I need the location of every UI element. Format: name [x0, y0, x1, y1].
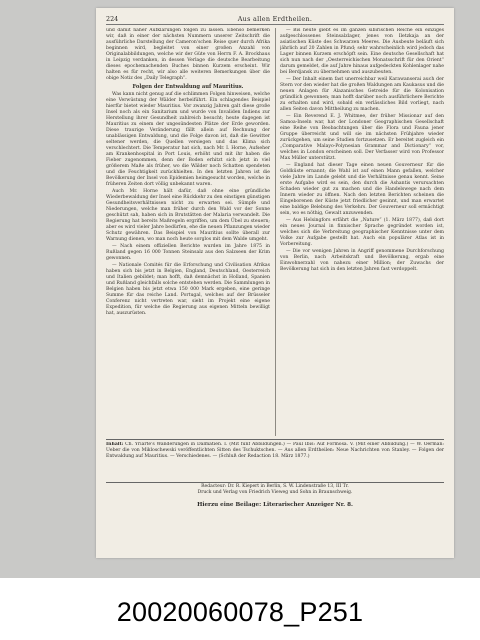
magazine-page — [96, 8, 454, 558]
table-of-contents — [106, 442, 444, 478]
contents-text: Ch. Yriarte's Wanderungen in Dalmatien. I. (Mit fünf Abbildungen.) — Paul Ibis: Auf Formosa. V. (Mit einer Abbildung.) — W. Oerman: Ueber die von Mikloschewski veröffentlichten Sitten des Tschuktschen. — Aus allen Erdtheilen: Neue Nachrichten von Stanley. — Folgen der Entwaldung auf Mauritius. — Verschiedenes. — (Schluß der Redaction 18. März 1877.) — [106, 442, 444, 460]
left-column — [106, 28, 270, 436]
right-paragraph-3: — Ein Reverend E. J. Whitmee, der früher Missionar auf den Samoa-Inseln war, hat der Londoner Geographischen Gesellschaft eine Reihe von Beobachtungen über die Flora und Fauna jener Gruppe überreicht und will sie im nächsten Frühjahre wieder zurückgehen, um seine Studien fortzusetzen. Er bereitet zugleich ein „Comparative Malayo-Polynesian Grammar and Dictionary“ vor, welches in London erscheinen soll. Der Verfasser wird von Professor Max Müller unterstützt. — [280, 113, 444, 162]
right-paragraph-1: — Bis heute giebt es im ganzen sibirischen Reiche ein einziges aufgeschlossenes Steinsalzlager, jenes von Iletzkaja an der asiatischen Küste des Schwarzen Meeres. Die Ausbeute beläuft sich jährlich auf 20 Zahlen in Pfund; sehr wahrscheinlich wird jedoch das Lager binnen Kurzem erschöpft sein. Eine deutsche Gesellschaft hat sich nun nach der „Oesterreichischen Monatsschrift für den Orient“ darum gemeldet, die auf Jahre hinaus aufgedeckten Kohlenlager nahe bei Berdjansk zu übernehmen und auszubeuten. — [280, 28, 444, 76]
image-id-caption: 20020060078_P251 — [116, 597, 364, 627]
column-divider — [275, 28, 276, 436]
left-paragraph-3: Auch Mr. Horne hält dafür, daß ohne eine gründliche Wiederbewaldung der Insel eine Rückkehr zu den einstigen günstigen Gesundheitsverhältnissen nicht zu erwarten sei. Sümpfe und Niederungen, welche man früher durch den Wald vor der Sonne geschützt sah, haben sich in Brutstätten der Malaria verwandelt. Die Regierung hat bereits Maßregeln ergriffen, um dem Übel zu steuern; aber es wird vieler Jahre bedürfen, ehe die neuen Pflanzungen wieder Schutz gewähren. Das Beispiel von Mauritius sollte überall zur Warnung dienen, wo man noch heute sorglos mit dem Walde umgeht. — [106, 188, 270, 243]
footer-rule — [106, 439, 444, 440]
left-paragraph-2: Was kann nicht genug auf die schlimmen Folgen hinweisen, welche eine Verwüstung der Wälder herbeiführt. Ein schlagendes Beispiel hierfür bietet wieder Mauritius. Vor zwanzig Jahren galt diese große Insel noch als ein Sanitarium und wurde von Invaliden Indiens zur Herstellung ihrer Gesundheit zahlreich besucht; heute dagegen ist Mauritius zu einem der ungesündesten Plätze der Erde geworden. Diese traurige Veränderung fällt allein auf Rechnung der unablässigen Entwaldung, und die Folge davon ist, daß die Gewitter seltener werden, die Quellen versiegen und das Klima sich verschlechtert. Die Temperatur hat sich, nach Mr. I. Horne, Aufseher am Krankenhospital in Port Louis, erhöht und mit ihr haben die Fieber zugenommen, denn der Boden erhitzt sich jetzt in viel größerem Maße als früher, wo die Wälder noch Schatten spendeten und die Feuchtigkeit zurückhielten. In den letzten Jahren ist die Bevölkerung der Insel von Epidemien heimgesucht worden, welche in früheren Zeiten dort völlig unbekannt waren. — [106, 91, 270, 188]
colophon — [106, 482, 444, 498]
contents-label: Inhalt: — [106, 442, 124, 447]
page-header — [106, 14, 444, 25]
section-heading: Folgen der Entwaldung auf Mauritius. — [132, 83, 244, 90]
right-paragraph-5: — Aus Helsingfors erfährt die „Nature“ (1. März 1877), daß dort ein neues Journal in finnischer Sprache gegründet worden ist, welches sich die Verbreitung geographischer Kenntnisse unter dem Volke zur Aufgabe gestellt hat. Auch ein populärer Atlas ist in Vorbereitung. — [280, 217, 444, 248]
left-paragraph-5: — Nationale Comités für die Erforschung und Civilisation Afrikas haben sich bis jetzt in Belgien, England, Deutschland, Oesterreich und Italien gebildet; man hofft, daß demnächst in Holland, Spanien und Rußland gleichfalls solche entstehen werden. Die Sammlungen in Belgien haben bis jetzt etwa 150 000 Mark ergeben, eine geringe Summe für das reiche Land. Portugal, welches auf der Brüsseler Conferenz nicht vertreten war, sieht im Projekt eine eigene Expedition, für welche die Regierung aus eigenen Mitteln bewilligt hat, auszurüsten. — [106, 262, 270, 316]
running-title: Aus allen Erdtheilen. — [237, 15, 313, 23]
right-paragraph-2: — Der Inhalt einem fast unerreichbar weil Karawanserai auch der Stern vor den wieder hat die großen Waldungen am Kaukasus und die neuen Anlagen für Alazanisches Getreide für die Kolonisation gründlich gewonnen; man hofft darüber noch ausführlichere Berichte zu erhalten und wird, sobald ein verlässliches Bild vorliegt, nach allen Seiten davon Mittheilung zu machen. — [280, 76, 444, 113]
text-columns — [106, 28, 444, 436]
right-paragraph-4: — England hat dieser Tage einen neuen Gouverneur für die Goldküste ernannt; die Wahl ist auf einen Mann gefallen, welcher viele Jahre im Lande gelebt und die Verhältnisse genau kennt. Seine erste Aufgabe wird es sein, den durch die Ashantis verursachten Schaden wieder gut zu machen und die Handelswege nach dem Innern wieder zu öffnen. Nach den letzten Berichten scheinen die Eingeborenen der Küste jetzt friedlicher gesinnt, und man erwartet eine baldige Belebung des Verkehrs. Der Gouverneur soll ermächtigt sein, wo es nöthig, Gewalt anzuwenden. — [280, 162, 444, 217]
left-paragraph-4: — Nach einem offiziellen Berichte wurden im Jahre 1875 in Rußland gegen 16 000 Tonnen Steinsalz aus den Salzseen der Krim gewonnen. — [106, 243, 270, 261]
colophon-editor: Redacteur: Dr. R. Kiepert in Berlin, S. W. Lindenstraße 13, III Tr. — [201, 484, 349, 489]
page-number: 224 — [106, 15, 119, 23]
supplement-note: Hierzu eine Beilage: Literarischer Anzeiger Nr. 8. — [197, 502, 353, 508]
colophon-publisher: Druck und Verlag von Friedrich Vieweg und Sohn in Braunschweig. — [197, 490, 353, 496]
right-column — [280, 28, 444, 436]
right-paragraph-6: — Die vor wenigen Jahren in Angriff genommene Durchforschung von Berlin, nach Arbeitskraft und Bevölkerung, ergab eine Einwohnerzahl von nahezu einer Million; der Zuwachs der Bevölkerung hat sich in den letzten Jahren fast verdoppelt. — [280, 248, 444, 272]
left-paragraph-1: und damit näher Aufklärungen folgen zu lassen. Ebenso bemerken wir, daß in einer der nächsten Nummern unserer Zeitschrift die ausführliche Darstellung der Cameron'schen Reise quer durch Afrika beginnen wird, begleitet von einer großen Anzahl von Originalabbildungen, welche wir der Güte von Herrn F. A. Brockhaus in Leipzig verdanken, in dessen Verlage die deutsche Bearbeitung dieses epochemachenden Buches binnen Kurzem erscheint. Wir halten es für recht, wir also alle weiteren Bemerkungen über die obige Notiz des „Daily Telegraph“. — [106, 28, 270, 82]
